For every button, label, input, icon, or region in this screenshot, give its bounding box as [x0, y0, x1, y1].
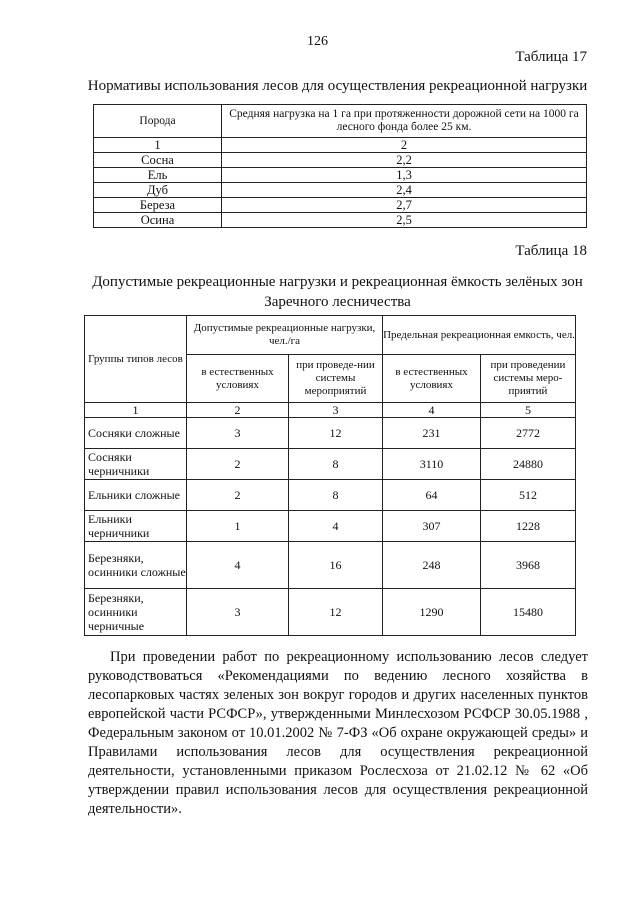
capacity-measures-cell: 512: [481, 480, 576, 511]
body-paragraph: [88, 648, 588, 819]
load-natural-cell: 2: [187, 449, 289, 480]
load-measures-cell: 16: [289, 542, 383, 589]
capacity-measures-cell: 24880: [481, 449, 576, 480]
load-measures-cell: 8: [289, 449, 383, 480]
table18-caption-line2: Заречного лесничества: [264, 294, 411, 310]
table-cell: 3: [289, 403, 383, 418]
table-cell: 2: [187, 403, 289, 418]
sub-header-natural-loads: в естественных условиях: [187, 355, 289, 403]
load-measures-cell: 12: [289, 589, 383, 636]
capacity-natural-cell: 307: [383, 511, 481, 542]
group-cell: Сосняки сложные: [85, 418, 187, 449]
species-cell: Сосна: [94, 153, 222, 168]
load-cell: 2,5: [222, 213, 587, 228]
capacity-natural-cell: 231: [383, 418, 481, 449]
table18-caption-line1: Допустимые рекреационные нагрузки и рекреационная ёмкость зелёных зон: [92, 274, 583, 290]
groups-header: Группы типов лесов: [85, 316, 187, 403]
capacity-measures-cell: 3968: [481, 542, 576, 589]
load-measures-cell: 8: [289, 480, 383, 511]
table-cell: 2: [222, 138, 587, 153]
species-cell: Осина: [94, 213, 222, 228]
table18: [84, 315, 576, 636]
table-cell: 5: [481, 403, 576, 418]
group-cell: Ельники сложные: [85, 480, 187, 511]
load-cell: 2,4: [222, 183, 587, 198]
sub-header-measures-capacity: при проведении системы меро-приятий: [481, 355, 576, 403]
table18-index-row: [85, 403, 576, 418]
load-cell: 1,3: [222, 168, 587, 183]
capacity-natural-cell: 64: [383, 480, 481, 511]
table-row: [85, 511, 576, 542]
load-cell: 2,2: [222, 153, 587, 168]
capacity-measures-cell: 1228: [481, 511, 576, 542]
sub-header-natural-capacity: в естественных условиях: [383, 355, 481, 403]
capacity-header: Предельная рекреационная емкость, чел.: [383, 316, 576, 355]
table17-caption: Нормативы использования лесов для осуществления рекреационной нагрузки: [87, 78, 588, 94]
table-row: [85, 542, 576, 589]
group-cell: Сосняки черничники: [85, 449, 187, 480]
table17-label: Таблица 17: [515, 49, 587, 65]
load-natural-cell: 3: [187, 418, 289, 449]
body-paragraph-text: При проведении работ по рекреационному использованию лесов следует руководствоваться «Рекомендациями по ведению лесного хозяйства в лесопарковых частях зеленых зон вокруг городов и других населенных пунктов европейской части РСФСР», утвержденными Минлесхозом РСФСР 30.05.1988 , Федеральным законом от 10.01.2002 № 7-ФЗ «Об охране окружающей среды» и Правилами использования лесов для осуществления рекреационной деятельности, установленными приказом Рослесхоза от 21.02.12 № 62 «Об утверждении правил использования лесов для осуществления рекреационной деятельности».: [88, 649, 588, 817]
capacity-measures-cell: 2772: [481, 418, 576, 449]
capacity-natural-cell: 248: [383, 542, 481, 589]
table17-col2-header: Средняя нагрузка на 1 га при протяженности дорожной сети на 1000 га лесного фонда более 25 км.: [222, 105, 587, 138]
table-cell: 4: [383, 403, 481, 418]
table-row: [85, 418, 576, 449]
table-row: [94, 183, 587, 198]
capacity-measures-cell: 15480: [481, 589, 576, 636]
load-measures-cell: 4: [289, 511, 383, 542]
load-measures-cell: 12: [289, 418, 383, 449]
group-cell: Ельники черничники: [85, 511, 187, 542]
table17-index-row: [94, 138, 587, 153]
table-row: [94, 168, 587, 183]
table-row: [94, 153, 587, 168]
species-cell: Дуб: [94, 183, 222, 198]
table-row: [94, 213, 587, 228]
page-number: 126: [307, 34, 328, 49]
group-cell: Березняки, осинники сложные: [85, 542, 187, 589]
capacity-natural-cell: 3110: [383, 449, 481, 480]
table17-col1-header: Порода: [94, 105, 222, 138]
table17: [93, 104, 587, 228]
group-cell: Березняки, осинники черничные: [85, 589, 187, 636]
table-cell: 1: [85, 403, 187, 418]
capacity-natural-cell: 1290: [383, 589, 481, 636]
load-natural-cell: 3: [187, 589, 289, 636]
load-natural-cell: 1: [187, 511, 289, 542]
table-row: [85, 449, 576, 480]
table-row: [85, 480, 576, 511]
table18-caption: [40, 272, 635, 312]
table18-label: Таблица 18: [515, 243, 587, 259]
table-row: [94, 198, 587, 213]
species-cell: Береза: [94, 198, 222, 213]
load-cell: 2,7: [222, 198, 587, 213]
table-row: [85, 589, 576, 636]
table-cell: 1: [94, 138, 222, 153]
loads-header: Допустимые рекреационные нагрузки, чел./га: [187, 316, 383, 355]
load-natural-cell: 4: [187, 542, 289, 589]
species-cell: Ель: [94, 168, 222, 183]
load-natural-cell: 2: [187, 480, 289, 511]
sub-header-measures-loads: при проведе-нии системы мероприятий: [289, 355, 383, 403]
